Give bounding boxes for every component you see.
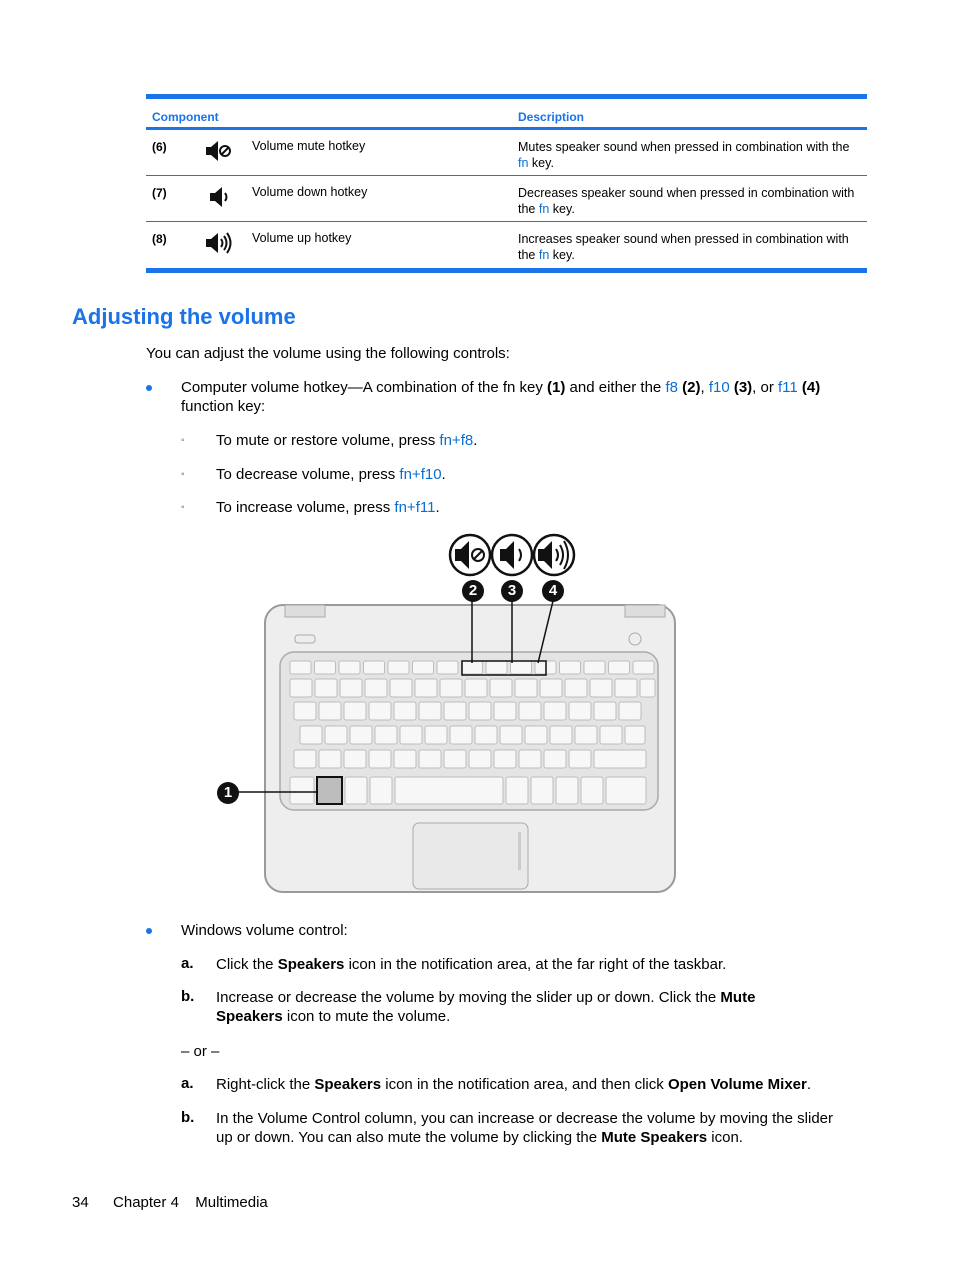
keyboard-key [609,661,630,674]
keyboard-key [506,777,528,804]
keyboard-key [350,726,372,744]
f10-link[interactable]: f10 [708,379,730,396]
callout-1: (1) [547,379,566,396]
figure-volume-down-icon [492,535,532,575]
sub-item-decrease [216,465,446,484]
step-text: In the Volume Control column, you can increase or decrease the volume by moving the slider [216,1110,833,1127]
keyboard-key [581,777,603,804]
keyboard-key [511,661,532,674]
table-bottom-rule [146,268,867,273]
bullet-text-end: function key: [181,398,266,415]
sub-end: . [435,499,440,516]
row-description [518,185,863,217]
sub-end: . [473,432,478,449]
volume-mute-icon [204,138,232,164]
step-text: Increase or decrease the volume by moving the slider up or down. Click the [216,989,721,1006]
keyboard-figure [210,530,690,895]
sub-text: To increase volume, press [216,499,395,516]
page-footer [72,1193,268,1212]
keyboard-key [590,679,612,697]
keyboard-key [525,726,547,744]
keyboard-key [400,726,422,744]
chapter-label: Chapter 4 [113,1194,179,1211]
bullet-dot [146,928,152,934]
table-row [146,176,867,222]
sub-bullet-marker: ◦ [181,469,185,480]
laptop-illustration [210,530,690,895]
keyboard-key [594,702,616,720]
header-description: Description [518,110,585,124]
row-name: Volume down hotkey [252,185,368,199]
keyboard-key [319,702,341,720]
keyboard-key [544,702,566,720]
table-row [146,130,867,176]
keyboard-key [469,750,491,768]
keyboard-key [565,679,587,697]
keyboard-key [419,702,441,720]
step-text: up or down. You can also mute the volume by clicking the [216,1129,602,1146]
speakers-term: Speakers [314,1076,382,1093]
callout-badge-1: 1 [217,782,239,804]
keyboard-key [486,661,507,674]
keyboard-key [364,661,385,674]
keyboard-key [444,702,466,720]
keyboard-key [450,726,472,744]
mute-speakers-term: Mute Speakers [601,1129,708,1146]
fn-f10-link[interactable]: fn+f10 [399,466,442,483]
step-label: b. [181,1109,195,1126]
keyboard-key [388,661,409,674]
speakers-term: Speakers [277,956,345,973]
keyboard-key [560,661,581,674]
section-title: Adjusting the volume [72,304,296,329]
callout-2: (2) [677,379,701,396]
keyboard-key [465,679,487,697]
or-separator: – or – [181,1043,220,1060]
keyboard-key [394,702,416,720]
keyboard-key [540,679,562,697]
keyboard-key [394,750,416,768]
fn-f11-link[interactable]: fn+f11 [394,499,436,516]
keyboard-key [633,661,654,674]
step-text: icon in the notification area, and then click [381,1076,668,1093]
mute-term: Mute [720,989,756,1006]
row-description [518,231,863,263]
keyboard-key [344,750,366,768]
keyboard-key [494,750,516,768]
keyboard-key [600,726,622,744]
row-name: Volume up hotkey [252,231,352,245]
keyboard-key [375,726,397,744]
keyboard-key [300,726,322,744]
bullet-dot [146,385,152,391]
keyboard-key [544,750,566,768]
keyboard-key [531,777,553,804]
keyboard-key [440,679,462,697]
keyboard-key [575,726,597,744]
step-a1 [216,955,876,974]
keyboard-key [615,679,637,697]
fn-link[interactable]: fn [538,248,550,262]
header-component: Component [152,110,219,124]
fn-link[interactable]: fn [518,156,529,170]
row-number: (8) [152,232,167,246]
sub-bullet-marker: ◦ [181,502,185,513]
keyboard-key [500,726,522,744]
chapter-title: Multimedia [195,1194,268,1211]
bullet-windows: Windows volume control: [181,922,348,939]
sub-end: . [441,466,446,483]
desc-text: Increases speaker sound when pressed in combination with the [518,232,849,262]
speakers-term: Speakers [216,1008,283,1025]
keyboard-key [437,661,458,674]
keyboard-key [290,679,312,697]
bullet-text: , [700,379,709,396]
step-text: . [806,1076,812,1093]
row-description [518,139,863,171]
f11-link[interactable]: f11 [778,379,798,396]
fn-link[interactable]: fn [538,202,550,216]
volume-up-icon [204,230,232,256]
keyboard-key [619,702,641,720]
keyboard-key [556,777,578,804]
keyboard-key [569,702,591,720]
keyboard-key [365,679,387,697]
sub-text: To mute or restore volume, press [216,432,440,449]
keyboard-key [340,679,362,697]
desc-text-end: key. [531,156,554,170]
keyboard-key [290,661,311,674]
keyboard-key [490,679,512,697]
step-text: Click the [216,956,278,973]
sub-text: To decrease volume, press [216,466,400,483]
keyboard-key [294,702,316,720]
f8-link[interactable]: f8 [665,379,678,396]
keyboard-key [413,661,434,674]
step-label: a. [181,1075,194,1092]
bullet-text: and either the [565,379,666,396]
callout-3: (3) [729,379,753,396]
desc-text-end: key. [552,202,575,216]
keyboard-key [390,679,412,697]
keyboard-key [294,750,316,768]
figure-mute-icon [450,535,490,575]
bullet-text: Computer volume hotkey—A combination of the fn key [181,379,548,396]
keyboard-key [415,679,437,697]
sub-item-increase [216,498,440,517]
page-number: 34 [72,1194,89,1211]
keyboard-key [339,661,360,674]
keyboard-key [369,702,391,720]
row-name: Volume mute hotkey [252,139,366,153]
intro-text: You can adjust the volume using the following controls: [146,345,510,362]
keyboard-key [425,726,447,744]
callout-badge-3: 3 [501,580,523,602]
desc-text-end: key. [552,248,575,262]
keyboard-key [640,679,655,697]
step-label: b. [181,988,195,1005]
keyboard-key [419,750,441,768]
keyboard-key [625,726,645,744]
table-header [146,99,867,127]
row-number: (7) [152,186,167,200]
keyboard-key [325,726,347,744]
desc-text: Decreases speaker sound when pressed in combination with the [518,186,855,216]
keyboard-key [584,661,605,674]
keyboard-key [519,702,541,720]
keyboard-key [569,750,591,768]
sub-bullet-marker: ◦ [181,435,185,446]
keyboard-key [469,702,491,720]
desc-text: Mutes speaker sound when pressed in combination with the [518,140,850,154]
step-label: a. [181,955,194,972]
table-row [146,222,867,268]
step-text: Right-click the [216,1076,315,1093]
keyboard-key [370,777,392,804]
fn-f8-link[interactable]: fn+f8 [439,432,474,449]
step-text: icon in the notification area, at the far right of the taskbar. [344,956,727,973]
step-b1 [216,988,876,1026]
keyboard-key [290,777,314,804]
keyboard-key [594,750,646,768]
sub-item-mute [216,431,477,450]
callout-4: (4) [797,379,821,396]
keyboard-key [369,750,391,768]
step-a2 [216,1075,876,1094]
keyboard-key [444,750,466,768]
step-text: icon to mute the volume. [282,1008,451,1025]
figure-volume-up-icon [534,535,574,575]
callout-badge-4: 4 [542,580,564,602]
keyboard-key [606,777,646,804]
keyboard-key [319,750,341,768]
callout-badge-2: 2 [462,580,484,602]
step-b2 [216,1109,876,1147]
keyboard-key [315,679,337,697]
component-table [146,94,867,273]
keyboard-key [345,777,367,804]
keyboard-key [515,679,537,697]
keyboard-key [494,702,516,720]
keyboard-key [315,661,336,674]
volume-down-icon [204,184,232,210]
keyboard-key [519,750,541,768]
keyboard-key [395,777,503,804]
keyboard-key [475,726,497,744]
open-volume-mixer-term: Open Volume Mixer [667,1076,807,1093]
bullet-text: , or [752,379,779,396]
bullet-hotkey [181,378,871,416]
keyboard-key [550,726,572,744]
step-text: icon. [707,1129,743,1146]
keyboard-key [344,702,366,720]
row-number: (6) [152,140,167,154]
